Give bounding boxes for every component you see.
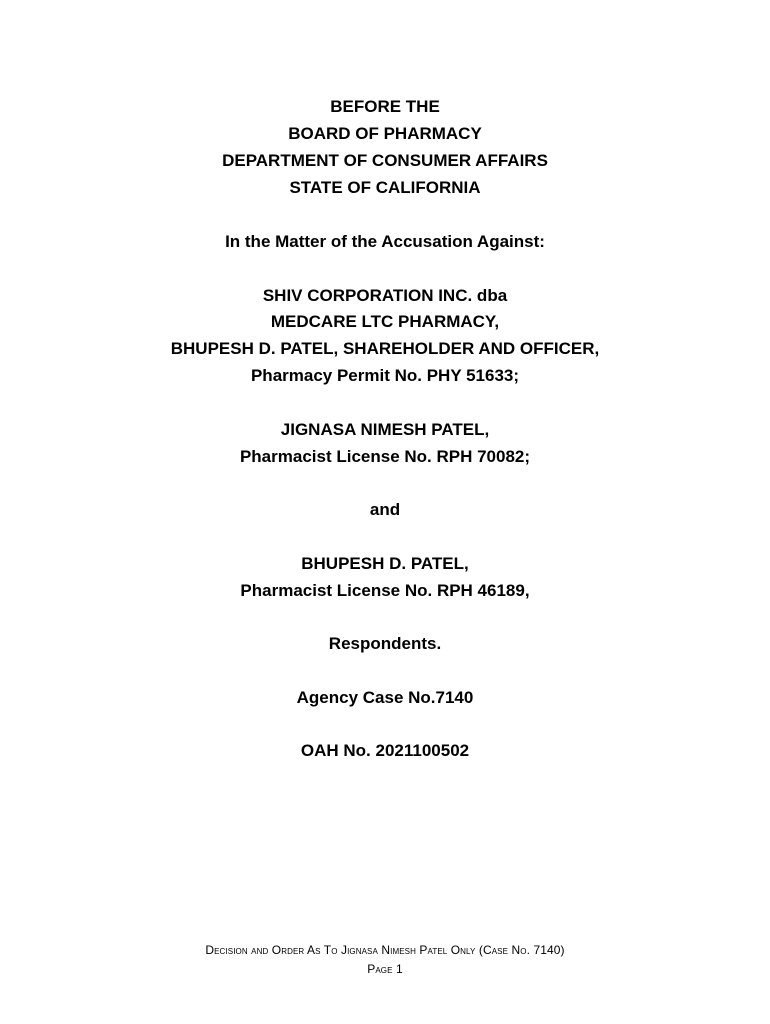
respondents-label: Respondents. (328, 634, 442, 653)
respondent-3-line-1: BHUPESH D. PATEL, (301, 554, 469, 573)
heading-line-1: BEFORE THE (330, 97, 440, 116)
respondent-2-line-1: JIGNASA NIMESH PATEL, (280, 420, 490, 439)
heading-line-3: DEPARTMENT OF CONSUMER AFFAIRS (222, 151, 548, 170)
heading-line-2: BOARD OF PHARMACY (288, 124, 482, 143)
respondent-1-line-4: Pharmacy Permit No. PHY 51633; (250, 366, 520, 385)
respondent-1-line-3: BHUPESH D. PATEL, SHAREHOLDER AND OFFICER, (170, 339, 600, 358)
agency-case-number: Agency Case No.7140 (296, 688, 474, 707)
respondent-1-line-1: SHIV CORPORATION INC. dba (262, 286, 508, 305)
heading-line-4: STATE OF CALIFORNIA (289, 178, 481, 197)
conjunction: and (369, 500, 401, 519)
oah-number: OAH No. 2021100502 (300, 741, 470, 760)
matter-line: In the Matter of the Accusation Against: (225, 232, 545, 251)
footer-title: Decision and Order As To Jignasa Nimesh Patel Only (Case No. 7140) (205, 943, 565, 957)
footer-page-label: Page 1 (367, 962, 403, 976)
respondent-1-line-2: MEDCARE LTC PHARMACY, (270, 312, 500, 331)
respondent-3-line-2: Pharmacist License No. RPH 46189, (240, 581, 530, 600)
respondent-2-line-2: Pharmacist License No. RPH 70082; (239, 447, 531, 466)
